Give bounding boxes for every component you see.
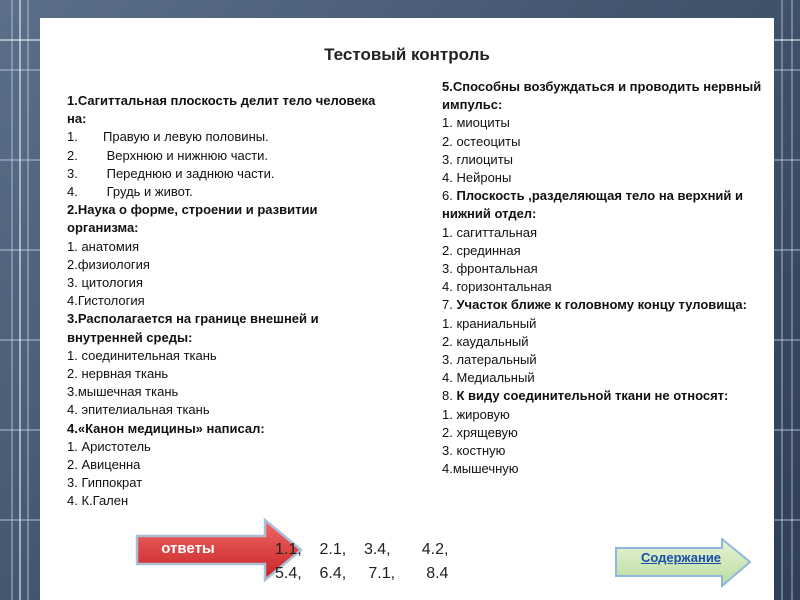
option: 3. цитология: [67, 275, 143, 291]
option: 1. сагиттальная: [442, 224, 537, 240]
option: 2. Авиценна: [67, 457, 141, 473]
option: 4. Нейроны: [442, 170, 512, 186]
slide-title: Тестовый контроль: [324, 45, 490, 64]
option: 2. хрящевую: [442, 424, 518, 440]
slide-panel: [40, 18, 774, 600]
question-8: 8. К виду соединительной ткани не относят:: [442, 388, 729, 404]
question-5: 5.Способны возбуждаться и проводить нервный импульс:: [442, 79, 762, 113]
option: 3. латеральный: [442, 352, 537, 368]
option: 1. анатомия: [67, 238, 140, 254]
option: 4. горизонтальная: [442, 279, 552, 295]
option: 1. Аристотель: [67, 438, 151, 454]
question-4: 4.«Канон медицины» написал:: [67, 420, 265, 436]
option: 3. глиоциты: [442, 151, 513, 167]
option: 3. костную: [442, 443, 506, 459]
option: 4. К.Гален: [67, 493, 129, 509]
option: 4. эпителиальная ткань: [67, 402, 210, 418]
answers-button[interactable]: ответы: [161, 540, 215, 557]
option: 4. Грудь и живот.: [67, 184, 193, 200]
content-link[interactable]: Содержание: [640, 550, 722, 565]
option: 2. каудальный: [442, 333, 529, 349]
option: 3. Переднюю и заднюю части.: [67, 165, 275, 181]
option: 3. фронтальная: [442, 261, 538, 277]
option: 1. краниальный: [442, 315, 537, 331]
option: 3. Гиппократ: [67, 475, 143, 491]
option: 2. нервная ткань: [67, 366, 169, 382]
answers-text: 1.1, 2.1, 3.4, 4.2, 5.4, 6.4, 7.1, 8.4: [275, 541, 449, 582]
option: 2. остеоциты: [442, 133, 521, 149]
question-2: 2.Наука о форме, строении и развитии организма:: [67, 202, 318, 236]
question-6: 6. Плоскость ,разделяющая тело на верхний и нижний отдел:: [442, 188, 744, 222]
question-1: 1.Сагиттальная плоскость делит тело человека на:: [67, 93, 376, 127]
question-3: 3.Располагается на границе внешней и внутренней среды:: [67, 311, 319, 345]
option: 4. Медиальный: [442, 370, 535, 386]
option: 1. соединительная ткань: [67, 347, 217, 363]
option: 1. жировую: [442, 406, 510, 422]
option: 1. Правую и левую половины.: [67, 129, 269, 145]
option: 3.мышечная ткань: [67, 384, 179, 400]
option: 1. миоциты: [442, 115, 510, 131]
option: 2. Верхнюю и нижнюю части.: [67, 147, 269, 163]
questions-right-column: [442, 78, 762, 478]
option: 2. срединная: [442, 242, 521, 258]
option: 4.Гистология: [67, 293, 145, 309]
questions-left-column: [67, 92, 387, 511]
option: 4.мышечную: [442, 461, 519, 477]
question-7: 7. Участок ближе к головному концу туловища:: [442, 297, 747, 313]
option: 2.физиология: [67, 256, 150, 272]
